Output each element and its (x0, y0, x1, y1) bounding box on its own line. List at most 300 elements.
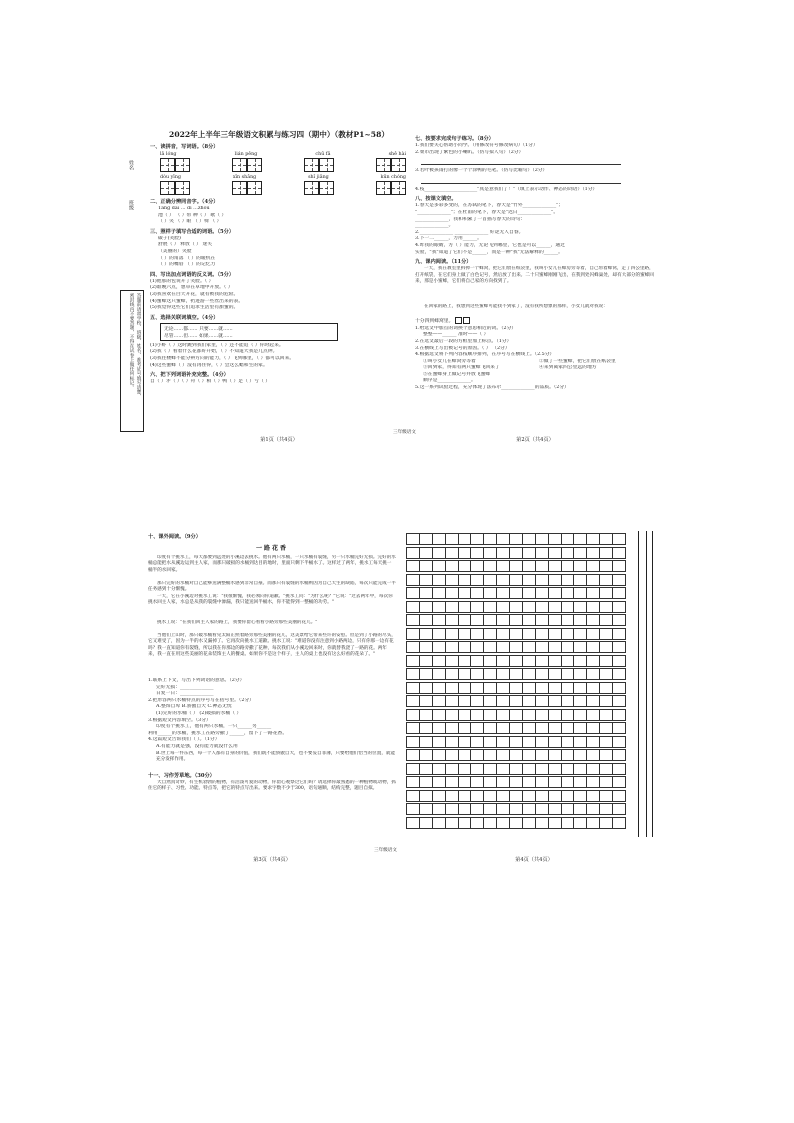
grid-cell[interactable] (612, 709, 626, 721)
grid-cell[interactable] (522, 749, 535, 761)
grid-cell[interactable] (483, 628, 496, 640)
grid-cell[interactable] (561, 641, 574, 653)
grid-cell[interactable] (432, 682, 445, 694)
grid-cell[interactable] (586, 547, 599, 559)
grid-cell[interactable] (535, 655, 548, 667)
writing-box[interactable] (247, 158, 262, 172)
grid-cell[interactable] (599, 722, 612, 734)
grid-cell[interactable] (612, 722, 626, 734)
grid-cell[interactable] (406, 749, 419, 761)
grid-cell[interactable] (535, 736, 548, 748)
grid-cell[interactable] (561, 601, 574, 613)
grid-cell[interactable] (470, 763, 483, 775)
grid-cell[interactable] (445, 776, 458, 788)
grid-cell[interactable] (522, 547, 535, 559)
grid-cell[interactable] (445, 695, 458, 707)
grid-cell[interactable] (509, 628, 522, 640)
grid-cell[interactable] (573, 722, 586, 734)
grid-cell[interactable] (599, 560, 612, 572)
grid-cell[interactable] (535, 560, 548, 572)
grid-cell[interactable] (522, 722, 535, 734)
grid-cell[interactable] (548, 736, 561, 748)
grid-cell[interactable] (548, 763, 561, 775)
grid-cell[interactable] (509, 736, 522, 748)
grid-cell[interactable] (561, 628, 574, 640)
grid-cell[interactable] (522, 790, 535, 802)
writing-box[interactable] (319, 158, 334, 172)
grid-cell[interactable] (548, 641, 561, 653)
grid-cell[interactable] (599, 776, 612, 788)
grid-cell[interactable] (599, 790, 612, 802)
writing-box[interactable] (175, 158, 190, 172)
grid-cell[interactable] (522, 655, 535, 667)
grid-cell[interactable] (599, 749, 612, 761)
grid-cell[interactable] (445, 749, 458, 761)
grid-cell[interactable] (561, 817, 574, 829)
grid-cell[interactable] (470, 790, 483, 802)
grid-cell[interactable] (445, 682, 458, 694)
grid-cell[interactable] (548, 817, 561, 829)
grid-cell[interactable] (445, 614, 458, 626)
grid-cell[interactable] (406, 790, 419, 802)
grid-cell[interactable] (432, 614, 445, 626)
grid-cell[interactable] (535, 817, 548, 829)
grid-cell[interactable] (432, 695, 445, 707)
grid-cell[interactable] (458, 628, 471, 640)
grid-cell[interactable] (432, 776, 445, 788)
grid-cell[interactable] (445, 709, 458, 721)
writing-box[interactable] (391, 181, 406, 195)
grid-cell[interactable] (406, 695, 419, 707)
grid-cell[interactable] (586, 668, 599, 680)
grid-cell[interactable] (561, 547, 574, 559)
grid-cell[interactable] (445, 736, 458, 748)
grid-cell[interactable] (522, 587, 535, 599)
grid-cell[interactable] (509, 749, 522, 761)
grid-cell[interactable] (573, 614, 586, 626)
grid-cell[interactable] (445, 641, 458, 653)
punctuation-box[interactable] (455, 317, 462, 324)
grid-cell[interactable] (419, 776, 432, 788)
grid-cell[interactable] (548, 560, 561, 572)
grid-cell[interactable] (419, 533, 432, 545)
grid-cell[interactable] (535, 682, 548, 694)
grid-cell[interactable] (445, 722, 458, 734)
grid-cell[interactable] (470, 803, 483, 815)
grid-cell[interactable] (573, 628, 586, 640)
grid-cell[interactable] (406, 601, 419, 613)
grid-cell[interactable] (509, 533, 522, 545)
grid-cell[interactable] (612, 695, 626, 707)
grid-cell[interactable] (445, 628, 458, 640)
grid-cell[interactable] (406, 614, 419, 626)
grid-cell[interactable] (561, 614, 574, 626)
grid-cell[interactable] (432, 722, 445, 734)
grid-cell[interactable] (470, 668, 483, 680)
grid-cell[interactable] (548, 655, 561, 667)
grid-cell[interactable] (535, 574, 548, 586)
grid-cell[interactable] (458, 560, 471, 572)
grid-cell[interactable] (509, 722, 522, 734)
grid-cell[interactable] (406, 803, 419, 815)
grid-cell[interactable] (458, 682, 471, 694)
grid-cell[interactable] (573, 533, 586, 545)
grid-cell[interactable] (573, 641, 586, 653)
grid-cell[interactable] (599, 533, 612, 545)
grid-cell[interactable] (419, 587, 432, 599)
grid-cell[interactable] (483, 533, 496, 545)
grid-cell[interactable] (406, 722, 419, 734)
grid-cell[interactable] (470, 817, 483, 829)
grid-cell[interactable] (419, 641, 432, 653)
grid-cell[interactable] (496, 614, 509, 626)
grid-cell[interactable] (535, 614, 548, 626)
grid-cell[interactable] (535, 722, 548, 734)
grid-cell[interactable] (496, 547, 509, 559)
writing-box[interactable] (376, 181, 391, 195)
grid-cell[interactable] (561, 776, 574, 788)
grid-cell[interactable] (586, 533, 599, 545)
grid-cell[interactable] (535, 533, 548, 545)
grid-cell[interactable] (522, 574, 535, 586)
grid-cell[interactable] (406, 709, 419, 721)
grid-cell[interactable] (496, 763, 509, 775)
grid-cell[interactable] (599, 803, 612, 815)
grid-cell[interactable] (599, 736, 612, 748)
grid-cell[interactable] (445, 601, 458, 613)
grid-cell[interactable] (432, 655, 445, 667)
grid-cell[interactable] (496, 668, 509, 680)
grid-cell[interactable] (483, 574, 496, 586)
grid-cell[interactable] (458, 709, 471, 721)
grid-cell[interactable] (470, 560, 483, 572)
grid-cell[interactable] (496, 736, 509, 748)
grid-cell[interactable] (496, 709, 509, 721)
grid-cell[interactable] (406, 655, 419, 667)
grid-cell[interactable] (470, 722, 483, 734)
grid-cell[interactable] (406, 533, 419, 545)
grid-cell[interactable] (483, 695, 496, 707)
grid-cell[interactable] (612, 763, 626, 775)
writing-box[interactable] (319, 181, 334, 195)
grid-cell[interactable] (496, 695, 509, 707)
grid-cell[interactable] (496, 601, 509, 613)
grid-cell[interactable] (586, 682, 599, 694)
grid-cell[interactable] (419, 547, 432, 559)
grid-cell[interactable] (599, 574, 612, 586)
grid-cell[interactable] (483, 560, 496, 572)
grid-cell[interactable] (548, 803, 561, 815)
grid-cell[interactable] (535, 668, 548, 680)
grid-cell[interactable] (445, 790, 458, 802)
grid-cell[interactable] (470, 533, 483, 545)
grid-cell[interactable] (561, 709, 574, 721)
grid-cell[interactable] (483, 763, 496, 775)
grid-cell[interactable] (573, 560, 586, 572)
grid-cell[interactable] (522, 628, 535, 640)
grid-cell[interactable] (419, 790, 432, 802)
grid-cell[interactable] (561, 749, 574, 761)
grid-cell[interactable] (483, 668, 496, 680)
grid-cell[interactable] (445, 817, 458, 829)
grid-cell[interactable] (586, 587, 599, 599)
grid-cell[interactable] (406, 560, 419, 572)
grid-cell[interactable] (458, 695, 471, 707)
grid-cell[interactable] (419, 601, 432, 613)
grid-cell[interactable] (612, 817, 626, 829)
grid-cell[interactable] (535, 776, 548, 788)
grid-cell[interactable] (612, 736, 626, 748)
grid-cell[interactable] (612, 790, 626, 802)
grid-cell[interactable] (496, 682, 509, 694)
grid-cell[interactable] (561, 803, 574, 815)
writing-box[interactable] (160, 181, 175, 195)
grid-cell[interactable] (445, 763, 458, 775)
grid-cell[interactable] (548, 587, 561, 599)
grid-cell[interactable] (406, 668, 419, 680)
grid-cell[interactable] (432, 736, 445, 748)
grid-cell[interactable] (445, 655, 458, 667)
grid-cell[interactable] (419, 803, 432, 815)
grid-cell[interactable] (561, 736, 574, 748)
grid-cell[interactable] (458, 601, 471, 613)
grid-cell[interactable] (483, 547, 496, 559)
grid-cell[interactable] (586, 736, 599, 748)
grid-cell[interactable] (509, 601, 522, 613)
grid-cell[interactable] (432, 587, 445, 599)
grid-cell[interactable] (458, 817, 471, 829)
grid-cell[interactable] (483, 682, 496, 694)
grid-cell[interactable] (573, 763, 586, 775)
grid-cell[interactable] (599, 641, 612, 653)
grid-cell[interactable] (509, 641, 522, 653)
grid-cell[interactable] (432, 547, 445, 559)
grid-cell[interactable] (470, 695, 483, 707)
grid-cell[interactable] (406, 763, 419, 775)
grid-cell[interactable] (458, 655, 471, 667)
grid-cell[interactable] (561, 695, 574, 707)
grid-cell[interactable] (573, 749, 586, 761)
grid-cell[interactable] (561, 574, 574, 586)
grid-cell[interactable] (561, 763, 574, 775)
grid-cell[interactable] (522, 817, 535, 829)
grid-cell[interactable] (586, 803, 599, 815)
grid-cell[interactable] (535, 803, 548, 815)
grid-cell[interactable] (470, 776, 483, 788)
grid-cell[interactable] (548, 682, 561, 694)
grid-cell[interactable] (548, 695, 561, 707)
writing-box[interactable] (304, 181, 319, 195)
grid-cell[interactable] (419, 668, 432, 680)
grid-cell[interactable] (573, 817, 586, 829)
grid-cell[interactable] (470, 736, 483, 748)
grid-cell[interactable] (535, 587, 548, 599)
grid-cell[interactable] (548, 574, 561, 586)
grid-cell[interactable] (522, 695, 535, 707)
writing-box[interactable] (247, 181, 262, 195)
grid-cell[interactable] (612, 614, 626, 626)
grid-cell[interactable] (535, 641, 548, 653)
grid-cell[interactable] (586, 709, 599, 721)
grid-cell[interactable] (548, 547, 561, 559)
grid-cell[interactable] (483, 601, 496, 613)
grid-cell[interactable] (522, 803, 535, 815)
grid-cell[interactable] (406, 682, 419, 694)
grid-cell[interactable] (573, 790, 586, 802)
grid-cell[interactable] (522, 776, 535, 788)
grid-cell[interactable] (419, 749, 432, 761)
grid-cell[interactable] (599, 601, 612, 613)
grid-cell[interactable] (496, 628, 509, 640)
grid-cell[interactable] (573, 587, 586, 599)
grid-cell[interactable] (470, 641, 483, 653)
grid-cell[interactable] (548, 790, 561, 802)
grid-cell[interactable] (470, 682, 483, 694)
grid-cell[interactable] (586, 763, 599, 775)
grid-cell[interactable] (561, 668, 574, 680)
grid-cell[interactable] (406, 547, 419, 559)
grid-cell[interactable] (548, 668, 561, 680)
grid-cell[interactable] (458, 533, 471, 545)
grid-cell[interactable] (470, 547, 483, 559)
grid-cell[interactable] (522, 709, 535, 721)
grid-cell[interactable] (483, 587, 496, 599)
grid-cell[interactable] (470, 574, 483, 586)
grid-cell[interactable] (470, 709, 483, 721)
grid-cell[interactable] (509, 803, 522, 815)
grid-cell[interactable] (509, 655, 522, 667)
grid-cell[interactable] (522, 533, 535, 545)
grid-cell[interactable] (406, 628, 419, 640)
grid-cell[interactable] (535, 695, 548, 707)
grid-cell[interactable] (612, 682, 626, 694)
grid-cell[interactable] (470, 587, 483, 599)
grid-cell[interactable] (573, 682, 586, 694)
grid-cell[interactable] (458, 668, 471, 680)
grid-cell[interactable] (548, 628, 561, 640)
grid-cell[interactable] (561, 790, 574, 802)
grid-cell[interactable] (432, 668, 445, 680)
grid-cell[interactable] (509, 817, 522, 829)
grid-cell[interactable] (522, 682, 535, 694)
grid-cell[interactable] (458, 790, 471, 802)
grid-cell[interactable] (535, 601, 548, 613)
grid-cell[interactable] (470, 655, 483, 667)
grid-cell[interactable] (586, 790, 599, 802)
grid-cell[interactable] (419, 709, 432, 721)
grid-cell[interactable] (586, 817, 599, 829)
grid-cell[interactable] (419, 655, 432, 667)
grid-cell[interactable] (586, 574, 599, 586)
grid-cell[interactable] (445, 533, 458, 545)
grid-cell[interactable] (496, 655, 509, 667)
grid-cell[interactable] (432, 803, 445, 815)
grid-cell[interactable] (586, 722, 599, 734)
grid-cell[interactable] (483, 655, 496, 667)
punctuation-box[interactable] (463, 317, 470, 324)
grid-cell[interactable] (548, 614, 561, 626)
grid-cell[interactable] (483, 736, 496, 748)
grid-cell[interactable] (432, 628, 445, 640)
grid-cell[interactable] (548, 533, 561, 545)
grid-cell[interactable] (483, 641, 496, 653)
grid-cell[interactable] (509, 614, 522, 626)
grid-cell[interactable] (496, 641, 509, 653)
grid-cell[interactable] (496, 533, 509, 545)
writing-box[interactable] (391, 158, 406, 172)
grid-cell[interactable] (445, 803, 458, 815)
grid-cell[interactable] (406, 587, 419, 599)
grid-cell[interactable] (612, 560, 626, 572)
grid-cell[interactable] (432, 790, 445, 802)
grid-cell[interactable] (458, 763, 471, 775)
writing-box[interactable] (160, 158, 175, 172)
grid-cell[interactable] (483, 722, 496, 734)
grid-cell[interactable] (612, 803, 626, 815)
grid-cell[interactable] (458, 736, 471, 748)
grid-cell[interactable] (599, 655, 612, 667)
grid-cell[interactable] (432, 641, 445, 653)
grid-cell[interactable] (573, 803, 586, 815)
grid-cell[interactable] (509, 587, 522, 599)
grid-cell[interactable] (535, 628, 548, 640)
grid-cell[interactable] (432, 560, 445, 572)
grid-cell[interactable] (586, 776, 599, 788)
grid-cell[interactable] (599, 709, 612, 721)
grid-cell[interactable] (561, 533, 574, 545)
grid-cell[interactable] (599, 763, 612, 775)
grid-cell[interactable] (458, 749, 471, 761)
grid-cell[interactable] (612, 776, 626, 788)
grid-cell[interactable] (586, 695, 599, 707)
grid-cell[interactable] (432, 817, 445, 829)
grid-cell[interactable] (445, 574, 458, 586)
grid-cell[interactable] (509, 682, 522, 694)
grid-cell[interactable] (586, 749, 599, 761)
grid-cell[interactable] (573, 709, 586, 721)
grid-cell[interactable] (599, 547, 612, 559)
answer-line[interactable] (421, 160, 621, 165)
grid-cell[interactable] (470, 749, 483, 761)
grid-cell[interactable] (419, 574, 432, 586)
grid-cell[interactable] (612, 668, 626, 680)
grid-cell[interactable] (522, 601, 535, 613)
grid-cell[interactable] (509, 790, 522, 802)
grid-cell[interactable] (406, 641, 419, 653)
grid-cell[interactable] (458, 614, 471, 626)
grid-cell[interactable] (522, 736, 535, 748)
grid-cell[interactable] (496, 817, 509, 829)
writing-box[interactable] (232, 158, 247, 172)
grid-cell[interactable] (586, 614, 599, 626)
grid-cell[interactable] (612, 641, 626, 653)
grid-cell[interactable] (522, 560, 535, 572)
grid-cell[interactable] (445, 560, 458, 572)
grid-cell[interactable] (612, 533, 626, 545)
grid-cell[interactable] (419, 763, 432, 775)
grid-cell[interactable] (445, 668, 458, 680)
grid-cell[interactable] (406, 817, 419, 829)
grid-cell[interactable] (496, 790, 509, 802)
grid-cell[interactable] (612, 601, 626, 613)
grid-cell[interactable] (419, 628, 432, 640)
grid-cell[interactable] (509, 574, 522, 586)
grid-cell[interactable] (509, 695, 522, 707)
grid-cell[interactable] (509, 776, 522, 788)
grid-cell[interactable] (573, 776, 586, 788)
grid-cell[interactable] (470, 628, 483, 640)
grid-cell[interactable] (612, 587, 626, 599)
